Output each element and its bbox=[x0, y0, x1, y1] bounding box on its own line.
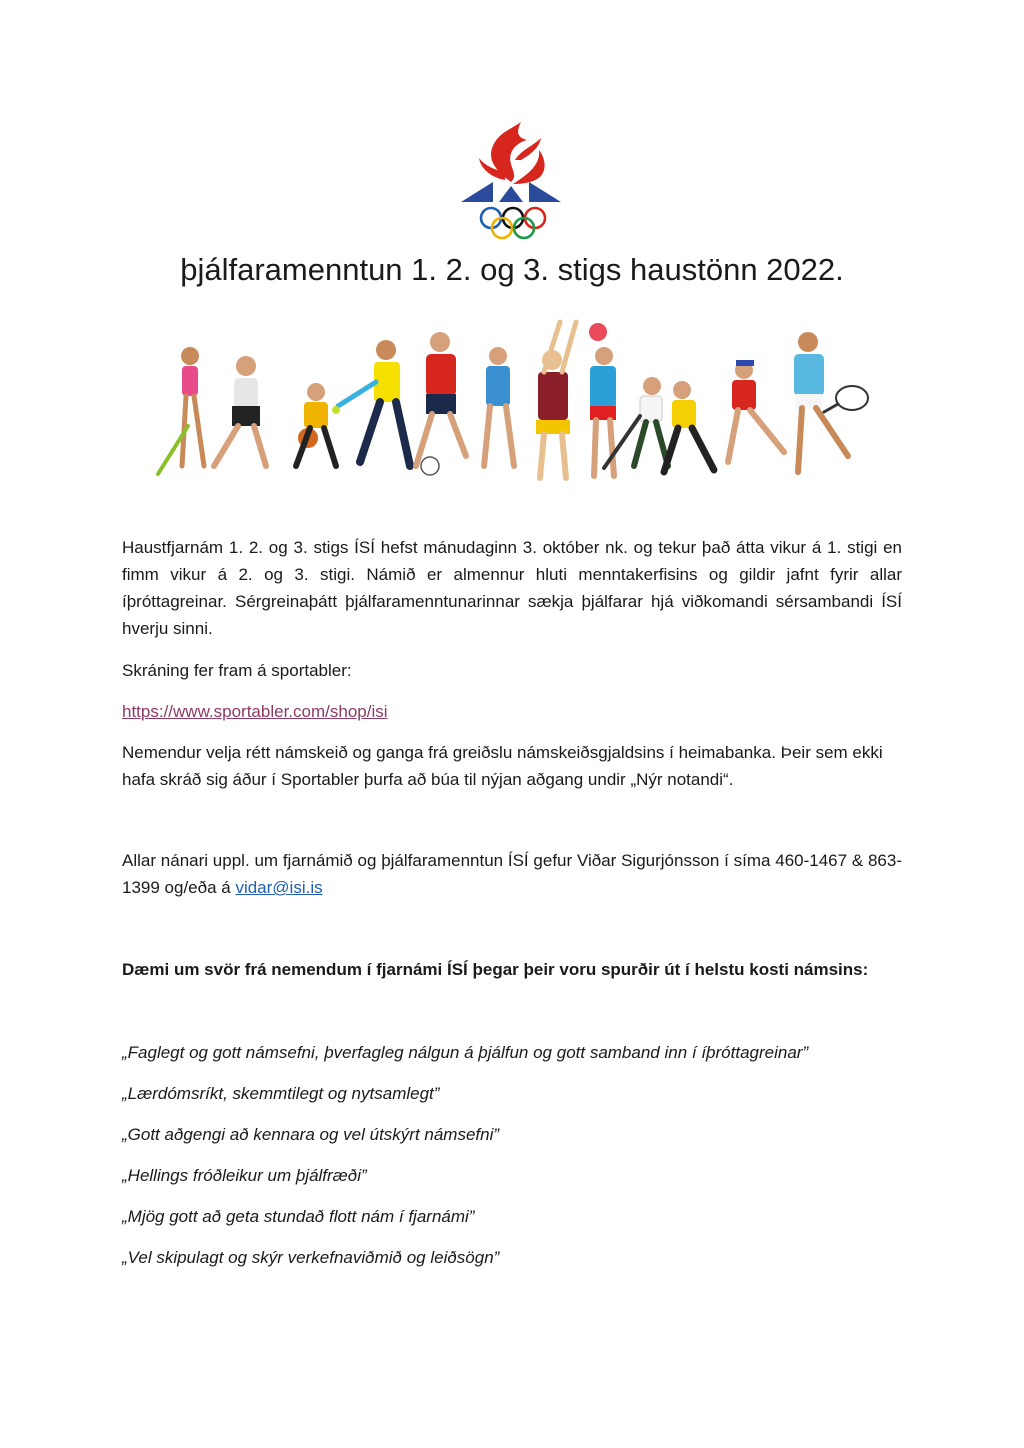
quote-text: „Gott aðgengi að kennara og vel útskýrt námsefni” bbox=[122, 1125, 500, 1144]
payment-paragraph bbox=[122, 739, 902, 793]
children-sports-banner-icon bbox=[148, 316, 876, 484]
quote-text: „Lærdómsríkt, skemmtilegt og nytsamlegt” bbox=[122, 1084, 440, 1103]
page-title: þjálfaramenntun 1. 2. og 3. stigs haustönn 2022. bbox=[180, 252, 844, 287]
registration-link-block bbox=[122, 698, 902, 725]
payment-text: Nemendur velja rétt námskeið og ganga frá greiðslu námskeiðsgjaldsins í heimabanka. Þeir sem ekki hafa skráð sig áður í Sportabler þurfa að búa til nýjan aðgang undir „Nýr notandi“. bbox=[122, 743, 883, 789]
quotes-heading: Dæmi um svör frá nemendum í fjarnámi ÍSÍ þegar þeir voru spurðir út í helstu kosti námsins: bbox=[122, 960, 869, 979]
isi-logo-icon bbox=[455, 120, 567, 242]
quote-text: „Hellings fróðleikur um þjálfræði” bbox=[122, 1166, 367, 1185]
contact-paragraph bbox=[122, 847, 902, 901]
quote-text: „Vel skipulagt og skýr verkefnaviðmið og leiðsögn” bbox=[122, 1248, 500, 1267]
sportabler-link[interactable]: https://www.sportabler.com/shop/isi bbox=[122, 702, 388, 721]
registration-text: Skráning fer fram á sportabler: bbox=[122, 661, 352, 680]
quote-text: „Mjög gott að geta stundað flott nám í fjarnámi” bbox=[122, 1207, 475, 1226]
contact-text: Allar nánari uppl. um fjarnámið og þjálfaramenntun ÍSÍ gefur Viðar Sigurjónsson í síma 460-1467 & 863-1399 og/eða á bbox=[122, 851, 902, 897]
quote-item bbox=[122, 1039, 902, 1066]
quote-item bbox=[122, 1121, 902, 1148]
quote-item bbox=[122, 1162, 902, 1189]
quote-item bbox=[122, 1080, 902, 1107]
registration-label bbox=[122, 657, 902, 684]
contact-email-link[interactable]: vidar@isi.is bbox=[235, 878, 323, 897]
intro-paragraph bbox=[122, 534, 902, 642]
intro-text: Haustfjarnám 1. 2. og 3. stigs ÍSÍ hefst mánudaginn 3. október nk. og tekur það átta vikur á 1. stigi en fimm vikur á 2. og 3. stigi. Námið er almennur hluti menntakerfisins og gildir jafnt fyrir allar íþróttagreinar. Sérgreinaþátt þjálfaramenntunarinnar sækja þjálfarar hjá viðkomandi sérsambandi ÍSÍ hverju sinni. bbox=[122, 538, 902, 638]
quote-item bbox=[122, 1244, 902, 1271]
quote-text: „Faglegt og gott námsefni, þverfagleg nálgun á þjálfun og gott samband inn í íþróttagreinar” bbox=[122, 1043, 809, 1062]
quote-item bbox=[122, 1203, 902, 1230]
quotes-heading-block bbox=[122, 956, 902, 983]
